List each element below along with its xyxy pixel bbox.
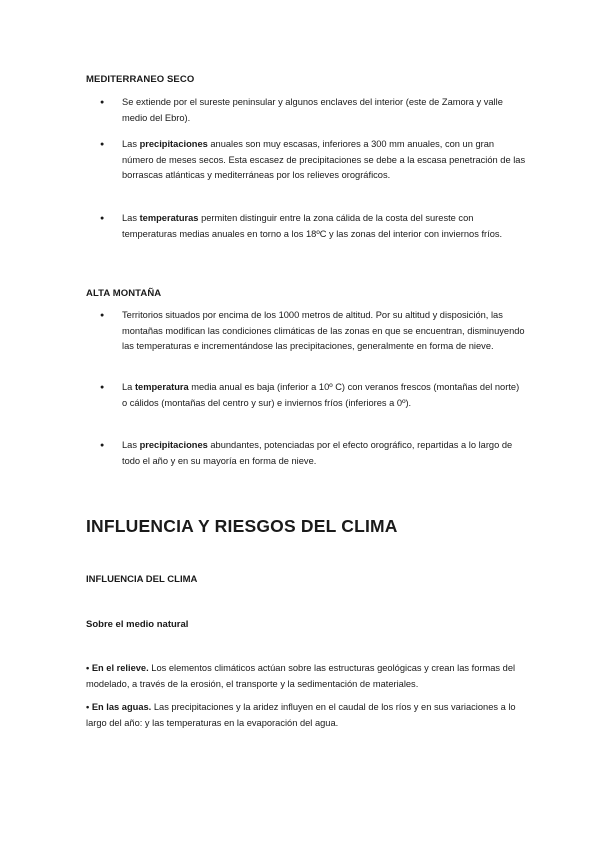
alta-montana-list — [86, 308, 526, 355]
item-text: permiten distinguir entre la zona cálida de la costa del sureste con temperaturas medias anuales en torno a los 18ºC y las zonas del interior con inviernos fríos. — [122, 213, 503, 239]
list-item — [86, 211, 526, 242]
paragraph-keyword: • En el relieve. — [86, 663, 149, 673]
item-text: Territorios situados por encima de los 1000 metros de altitud. Por su altitud y disposición, las montañas modifican las condiciones climáticas de las zonas en que se encuentran, disminuyendo las temperaturas e incrementándose las precipitaciones, generalmente en forma de nieve. — [122, 310, 525, 351]
paragraph-keyword: • En las aguas. — [86, 702, 152, 712]
item-text: Se extiende por el sureste peninsular y algunos enclaves del interior (este de Zamora y valle medio del Ebro). — [122, 97, 503, 123]
item-keyword: temperatura — [134, 382, 189, 392]
page-title: INFLUENCIA Y RIESGOS DEL CLIMA — [86, 516, 398, 536]
item-text: anuales son muy escasas, inferiores a 300 mm anuales, con un gran número de meses secos. Esta escasez de precipitaciones se debe a la escasa penetración de las borrascas atlánticas y mediterráneas por los relieves orográficos. — [122, 139, 526, 180]
item-text: Las — [122, 213, 140, 223]
paragraph-relieve — [86, 661, 526, 692]
paragraph-aguas — [86, 700, 526, 731]
item-text: Las — [122, 440, 140, 450]
alta-montana-list-3 — [86, 438, 526, 469]
item-keyword: precipitaciones — [139, 440, 208, 450]
item-keyword: temperaturas — [139, 213, 199, 223]
subheading-influencia: INFLUENCIA DEL CLIMA — [86, 574, 198, 585]
list-item — [86, 95, 526, 126]
mediterraneo-list — [86, 95, 526, 126]
item-text: abundantes, potenciadas por el efecto orográfico, repartidas a lo largo de todo el año y en su mayoría en forma de nieve. — [122, 440, 513, 466]
list-item — [86, 137, 526, 184]
mediterraneo-list-2 — [86, 137, 526, 184]
item-text: media anual es baja (inferior a 10º C) con veranos frescos (montañas del norte) o cálidos (montañas del centro y sur) e inviernos fríos (inferiores a 0º). — [122, 382, 520, 408]
list-item — [86, 308, 526, 355]
list-item — [86, 438, 526, 469]
list-item — [86, 380, 526, 411]
item-text: La — [122, 382, 135, 392]
mediterraneo-list-3 — [86, 211, 526, 242]
section-heading: Sobre el medio natural — [86, 619, 189, 630]
heading-mediterraneo-seco: MEDITERRANEO SECO — [86, 74, 195, 85]
item-keyword: precipitaciones — [139, 139, 208, 149]
paragraph-text: Los elementos climáticos actúan sobre las estructuras geológicas y crean las formas del modelado, a través de la erosión, el transporte y la sedimentación de materiales. — [86, 663, 516, 689]
paragraph-text: Las precipitaciones y la aridez influyen en el caudal de los ríos y en sus variaciones a lo largo del año: y las temperaturas en la evaporación del agua. — [86, 702, 516, 728]
heading-alta-montana: ALTA MONTAÑA — [86, 288, 162, 299]
item-text: Las — [122, 139, 140, 149]
alta-montana-list-2 — [86, 380, 526, 411]
